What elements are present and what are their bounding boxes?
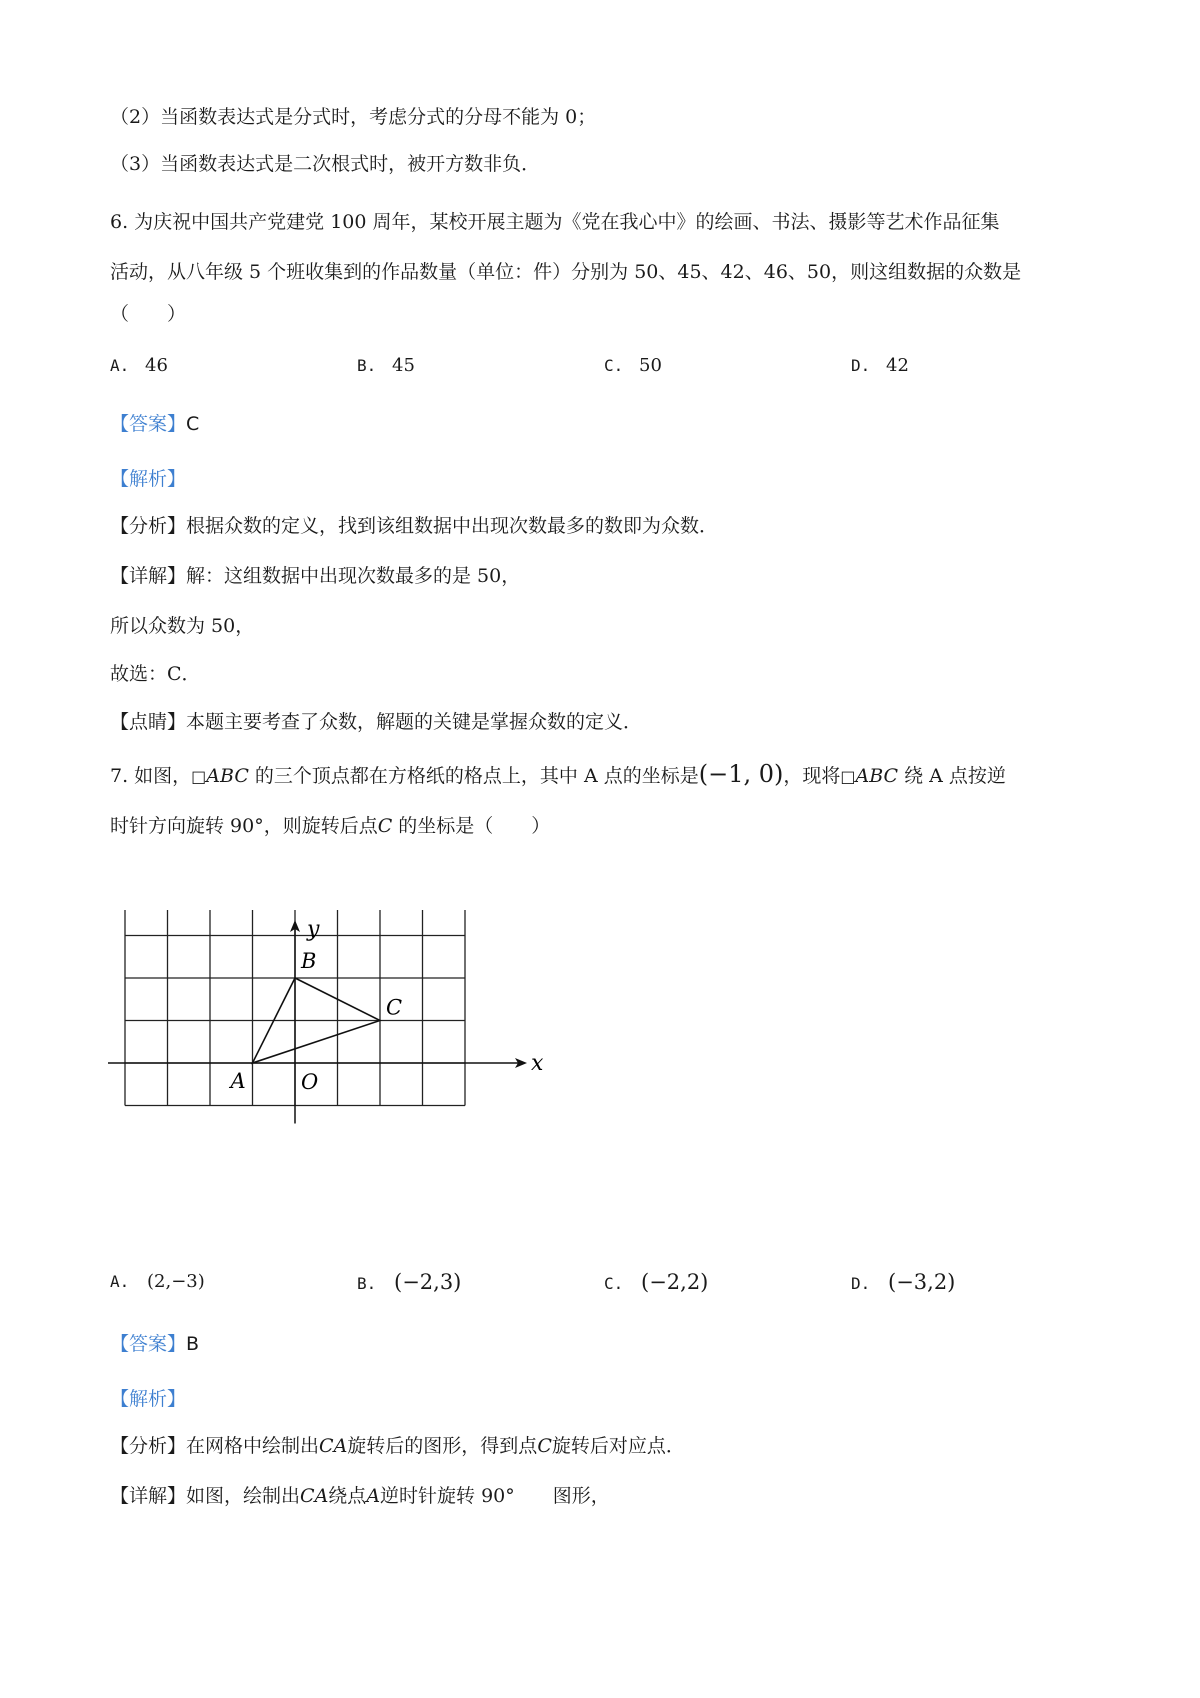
q7-detail-c: 逆时针旋转 90° 图形， [380,1485,610,1507]
q7-option-a [110,1268,205,1296]
q6-answer [110,410,199,438]
q6-option-c [604,352,662,380]
q7-option-c-value: (−2,2) [641,1270,709,1294]
q6-option-a [110,352,168,380]
q7-stem-part-3: ，现将 [783,765,841,787]
q6-detail-text: 解：这组数据中出现次数最多的是 50， [186,565,521,587]
q7-analysis-ca: CA [319,1435,348,1457]
q7-stem-line-2-a: 时针方向旋转 90°，则旋转后点 [110,815,378,837]
note-line-2: （2）当函数表达式是分式时，考虑分式的分母不能为 0； [110,106,597,128]
point-label-a: A [230,1069,246,1093]
axis-label-y: y [307,917,320,942]
q7-option-b [357,1268,461,1298]
q7-stem-part-4: 绕 A 点按逆 [898,765,1006,787]
q6-option-d-value: 42 [886,355,909,376]
q6-detail-tag: 【详解】 [110,565,187,587]
q6-answer-value: C [186,413,200,435]
q6-option-d-label: D. [851,356,871,375]
q6-option-a-label: A. [110,356,130,375]
q7-coord-a: (−1, 0) [698,760,784,788]
q7-option-d-value: (−3,2) [888,1270,956,1294]
q7-stem-line-2-b: 的坐标是（ ） [392,815,551,837]
q7-point-c-ref: C [377,815,393,837]
q6-analysis-header: 【解析】 [110,468,187,490]
q6-comment-text: 本题主要考查了众数，解题的关键是掌握众数的定义． [186,711,643,733]
q6-option-d [851,352,909,380]
q7-detail-b: 绕点 [328,1485,367,1507]
q7-analysis [110,1432,685,1460]
q6-option-a-value: 46 [145,355,168,376]
q7-detail-ca: CA [300,1485,329,1507]
q7-option-c [604,1268,708,1298]
note-line-3: （3）当函数表达式是二次根式时，被开方数非负． [110,153,541,175]
q7-answer-value: B [186,1333,200,1355]
q6-option-c-label: C. [604,356,624,375]
q7-detail [110,1482,610,1510]
q7-answer [110,1330,199,1358]
q7-stem-part-1: 7. 如图， [110,765,192,787]
q7-detail-point-a: A [366,1485,381,1507]
q7-analysis-tag: 【分析】 [110,1435,187,1457]
q6-detail-line-2: 所以众数为 50， [110,615,255,637]
q6-option-b [357,352,415,380]
q6-stem-line-1: 6. 为庆祝中国共产党建党 100 周年，某校开展主题为《党在我心中》的绘画、书法、摄影等艺术作品征集 [110,211,1000,233]
q7-abc-2: ABC [855,765,899,787]
q7-option-c-label: C. [604,1274,624,1293]
q6-option-b-value: 45 [392,355,415,376]
q6-analysis [110,512,718,540]
q7-analysis-a: 在网格中绘制出 [186,1435,320,1457]
q7-stem-line-1 [110,760,1006,791]
q6-stem-line-2: 活动，从八年级 5 个班收集到的作品数量（单位：件）分别为 50、45、42、46、50，则这组数据的众数是 [110,261,1022,283]
q6-stem-line-3: （ ） [110,303,187,325]
q7-detail-tag: 【详解】 [110,1485,187,1507]
q7-option-b-label: B. [357,1274,377,1293]
q6-answer-tag: 【答案】 [110,413,187,435]
q7-option-a-label: A. [110,1272,130,1291]
q6-detail-line-3: 故选：C． [110,663,201,685]
q7-stem-part-2: 的三个顶点都在方格纸的格点上，其中 A 点的坐标是 [248,765,699,787]
q6-detail [110,562,520,590]
q7-answer-tag: 【答案】 [110,1333,187,1355]
q7-option-a-value: (2,−3) [147,1271,205,1292]
q7-triangle-symbol-1: □ [191,767,207,786]
q7-option-d [851,1268,955,1298]
q6-option-b-label: B. [357,356,377,375]
q7-option-d-label: D. [851,1274,871,1293]
q7-detail-a: 如图，绘制出 [186,1485,301,1507]
q6-comment [110,708,642,736]
axis-label-x: x [531,1051,544,1076]
q6-option-c-value: 50 [639,355,662,376]
q7-analysis-b: 旋转后的图形，得到点 [347,1435,538,1457]
q7-option-b-value: (−2,3) [394,1270,462,1294]
q6-analysis-tag: 【分析】 [110,515,187,537]
q7-stem-line-2 [110,812,550,840]
point-label-c: C [386,995,403,1020]
q7-analysis-c: C [537,1435,552,1457]
point-label-b: B [301,949,317,973]
q7-analysis-d: 旋转后对应点． [551,1435,685,1457]
q7-triangle-symbol-2: □ [840,767,856,786]
q7-analysis-header: 【解析】 [110,1388,187,1410]
q7-abc-1: ABC [206,765,249,787]
q6-comment-tag: 【点睛】 [110,711,187,733]
origin-label: O [301,1070,319,1094]
coordinate-grid-figure [105,910,585,1240]
q6-analysis-text: 根据众数的定义，找到该组数据中出现次数最多的数即为众数． [186,515,719,537]
